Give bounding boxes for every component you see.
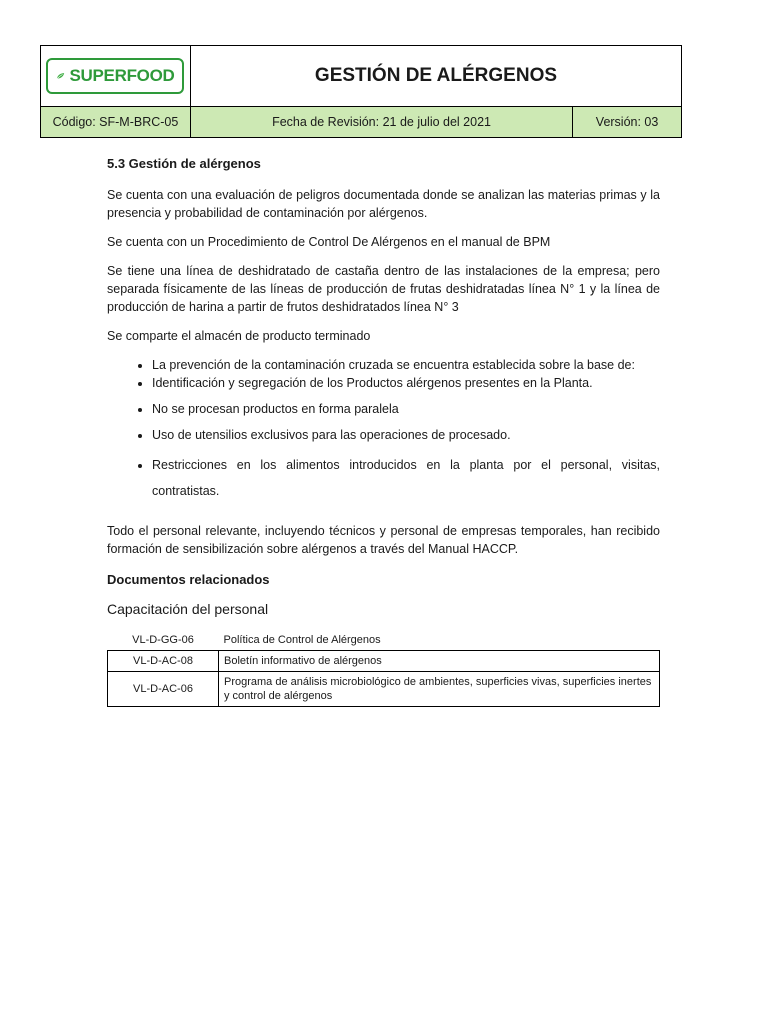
list-item: • No se procesan productos en forma paralela	[152, 400, 660, 418]
doc-code: VL-D-AC-06	[108, 672, 219, 707]
leaf-icon	[56, 67, 65, 85]
section-heading: 5.3 Gestión de alérgenos	[107, 156, 261, 171]
table-row	[108, 672, 660, 707]
related-docs-heading: Documentos relacionados	[107, 572, 270, 587]
paragraph: Se tiene una línea de deshidratado de castaña dentro de las instalaciones de la empresa; pero separada físicamente de las líneas de producción de frutas deshidratadas línea N° 1 y la línea de producción de harina a partir de frutos deshidratados línea N° 3	[107, 264, 660, 314]
list-item: • Restricciones en los alimentos introducidos en la planta por el personal, visitas, contratistas.	[152, 452, 660, 504]
document-code: Código: SF-M-BRC-05	[41, 107, 191, 138]
doc-code: VL-D-AC-08	[108, 651, 219, 672]
doc-description: Boletín informativo de alérgenos	[219, 651, 660, 672]
related-docs-table	[107, 630, 660, 707]
list-item: • Identificación y segregación de los Productos alérgenos presentes en la Planta.	[152, 374, 660, 392]
document-body	[107, 155, 660, 707]
doc-description: Política de Control de Alérgenos	[223, 634, 381, 646]
logo-text: SUPERFOOD	[69, 66, 175, 85]
doc-code: VL-D-GG-06	[132, 634, 194, 646]
logo-cell	[41, 46, 191, 107]
document-title: GESTIÓN DE ALÉRGENOS	[190, 46, 681, 107]
paragraph: Se cuenta con una evaluación de peligros documentada donde se analizan las materias primas y la presencia y probabilidad de contaminación por alérgenos.	[107, 188, 660, 220]
closing-paragraph: Todo el personal relevante, incluyendo técnicos y personal de empresas temporales, han recibido formación de sensibilización sobre alérgenos a través del Manual HACCP.	[107, 524, 660, 556]
superfood-logo	[46, 58, 184, 94]
paragraph: Se comparte el almacén de producto terminado	[107, 329, 371, 343]
list-item: • Uso de utensilios exclusivos para las operaciones de procesado.	[152, 426, 660, 444]
revision-date: Fecha de Revisión: 21 de julio del 2021	[190, 107, 572, 138]
doc-description: Programa de análisis microbiológico de ambientes, superficies vivas, superficies inertes y control de alérgenos	[219, 672, 660, 707]
document-header	[40, 45, 682, 138]
paragraph: Se cuenta con un Procedimiento de Control De Alérgenos en el manual de BPM	[107, 235, 551, 249]
list-item: • La prevención de la contaminación cruzada se encuentra establecida sobre la base de:	[152, 356, 660, 374]
document-version: Versión: 03	[573, 107, 682, 138]
table-row	[108, 630, 660, 651]
bullet-list	[107, 356, 660, 504]
training-heading: Capacitación del personal	[107, 601, 269, 617]
table-row	[108, 651, 660, 672]
